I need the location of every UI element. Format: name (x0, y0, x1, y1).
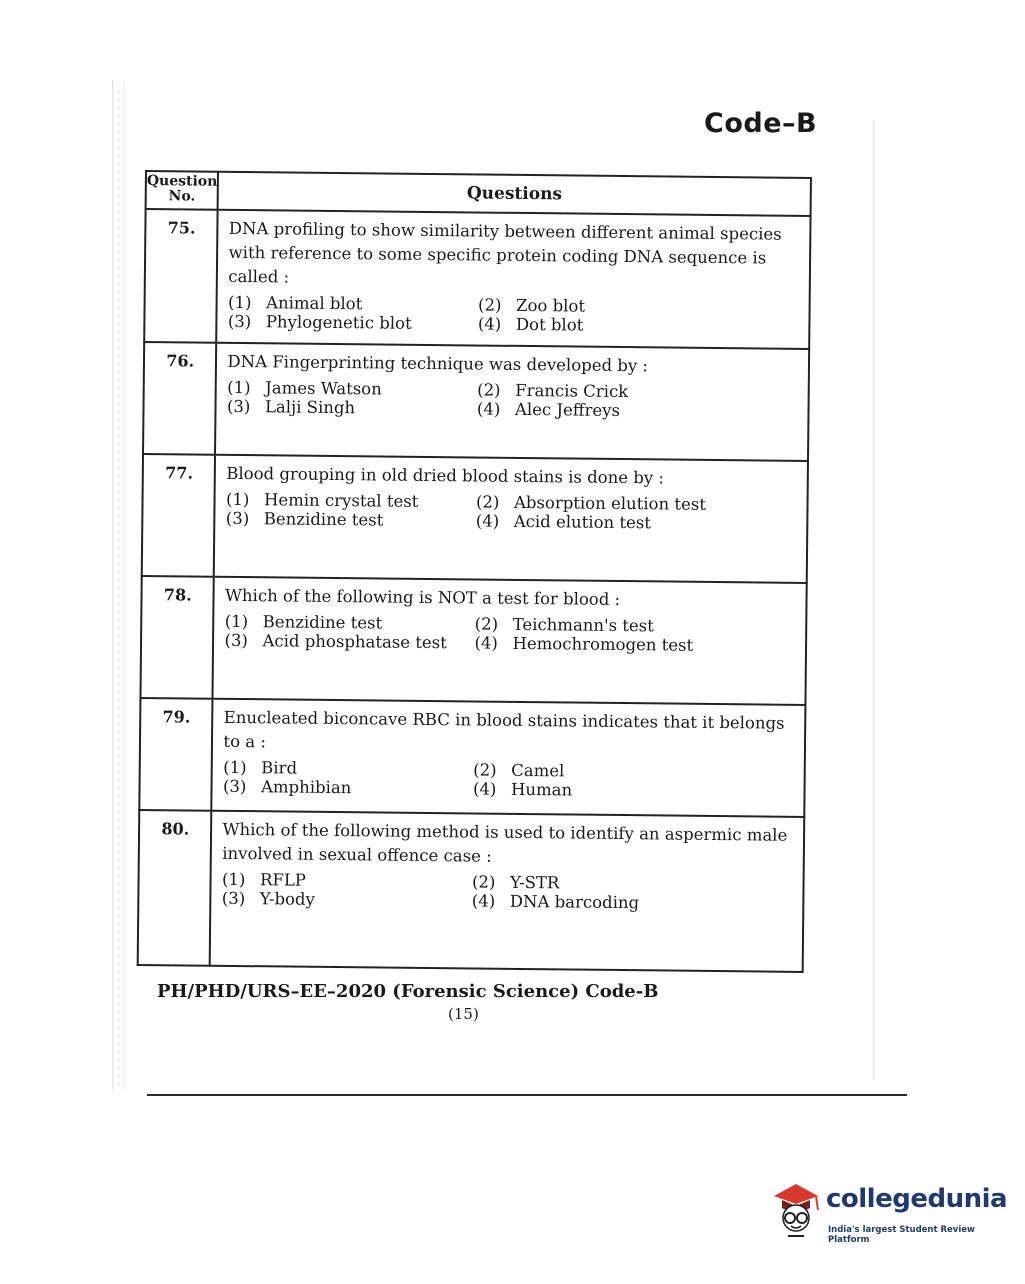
option-number: (2) (474, 614, 499, 634)
option-4 (476, 511, 801, 533)
option-1 (222, 870, 472, 892)
question-number: 76. (143, 342, 217, 455)
option-text: Camel (511, 760, 565, 781)
scan-right-edge (873, 120, 874, 1080)
option-number: (1) (224, 611, 249, 632)
option-text: Bird (261, 758, 298, 778)
options-grid (226, 490, 801, 534)
question-number: 75. (144, 209, 218, 343)
option-number: (3) (225, 508, 250, 529)
option-text: Acid phosphatase test (262, 631, 447, 653)
option-number: (1) (225, 489, 250, 510)
option-text: Zoo blot (515, 295, 586, 316)
question-row (140, 576, 806, 705)
option-4 (472, 891, 797, 913)
option-text: Hemin crystal test (263, 490, 419, 511)
question-text: Which of the following is NOT a test for blood : (224, 585, 621, 609)
option-number: (4) (477, 314, 502, 334)
option-number: (2) (473, 760, 497, 780)
logo-tagline: India's largest Student Review Platform (828, 1225, 975, 1245)
option-number: (1) (227, 377, 251, 398)
question-text: DNA Fingerprinting technique was developed by : (227, 351, 649, 376)
option-number: (2) (477, 295, 502, 315)
option-1 (223, 758, 473, 780)
option-number: (3) (227, 311, 252, 332)
option-number: (4) (472, 779, 497, 799)
question-body (212, 699, 806, 817)
option-text: Acid elution test (513, 511, 652, 533)
options-grid (228, 293, 803, 337)
option-text: Benzidine test (263, 509, 384, 530)
option-1 (225, 612, 475, 634)
option-text: Lalji Singh (264, 397, 356, 418)
exam-footer: PH/PHD/URS–EE–2020 (Forensic Science) Code-B (157, 981, 659, 1002)
option-number: (4) (475, 511, 500, 531)
option-number: (1) (227, 292, 252, 313)
page-number: (15) (448, 1005, 479, 1023)
option-text: Y-STR (509, 872, 560, 893)
option-3 (226, 509, 476, 531)
option-text: Francis Crick (515, 380, 629, 402)
logo-wordmark: collegedunia (826, 1184, 1008, 1214)
option-number: (1) (223, 757, 247, 778)
option-number: (2) (475, 492, 500, 512)
question-text: Enucleated biconcave RBC in blood stains indicates that it belongs to a : (223, 707, 785, 752)
option-number: (3) (221, 888, 246, 909)
options-grid (224, 612, 799, 656)
page-divider (147, 1094, 907, 1096)
option-text: Teichmann's test (512, 614, 654, 636)
question-row (139, 698, 805, 817)
option-text: Phylogenetic blot (265, 312, 412, 333)
option-text: James Watson (265, 378, 382, 399)
option-1 (227, 378, 477, 400)
question-row (143, 342, 809, 461)
question-text: Blood grouping in old dried blood stains is done by : (226, 463, 665, 488)
questions-header: Questions (218, 172, 811, 216)
question-body (215, 343, 809, 461)
question-number: 79. (139, 698, 213, 811)
option-3 (227, 397, 477, 419)
question-row (142, 454, 808, 583)
paper-code: Code–B (704, 108, 818, 139)
option-3 (222, 889, 472, 911)
option-3 (223, 777, 473, 799)
question-number: 77. (142, 454, 216, 577)
options-grid (223, 758, 798, 802)
option-text: Human (510, 779, 573, 800)
option-4 (474, 633, 799, 655)
option-text: Hemochromogen test (512, 633, 694, 655)
option-text: Y-body (259, 889, 315, 909)
option-1 (228, 293, 478, 315)
question-no-header: Question No. (146, 171, 219, 210)
option-text: Animal blot (265, 293, 363, 314)
question-body (217, 210, 811, 349)
option-text: Alec Jeffreys (514, 399, 621, 420)
option-4 (478, 314, 803, 336)
option-text: Benzidine test (262, 612, 383, 633)
collegedunia-logo (768, 1178, 1008, 1245)
option-number: (2) (477, 380, 501, 400)
option-text: Amphibian (260, 777, 352, 798)
mascot-icon (768, 1178, 824, 1242)
question-body (210, 811, 804, 972)
question-row (138, 810, 805, 972)
option-3 (228, 312, 478, 334)
question-text: DNA profiling to show similarity between different animal species with reference to some specific protein coding DNA sequence is called : (228, 218, 782, 287)
option-number: (2) (471, 872, 496, 892)
question-body (213, 577, 807, 705)
option-number: (4) (471, 891, 496, 911)
question-body (214, 455, 808, 583)
scan-edge (112, 80, 124, 1090)
option-number: (3) (224, 630, 249, 651)
question-number: 80. (138, 810, 212, 966)
option-number: (4) (476, 399, 501, 419)
option-text: RFLP (259, 870, 307, 890)
option-3 (224, 631, 474, 653)
option-text: Absorption elution test (513, 492, 707, 514)
option-number: (1) (221, 869, 246, 890)
questions-table (137, 170, 812, 973)
option-number: (4) (474, 633, 499, 653)
options-grid (227, 378, 802, 422)
question-number: 78. (140, 576, 214, 699)
option-text: DNA barcoding (509, 891, 640, 913)
option-1 (226, 490, 476, 512)
question-row (144, 209, 810, 349)
option-number: (3) (222, 776, 247, 797)
option-text: Dot blot (515, 314, 584, 335)
option-4 (477, 399, 802, 421)
option-number: (3) (226, 396, 251, 417)
option-4 (473, 779, 798, 801)
question-text: Which of the following method is used to identify an aspermic male involved in sexual offence case : (222, 819, 788, 866)
options-grid (222, 870, 797, 914)
